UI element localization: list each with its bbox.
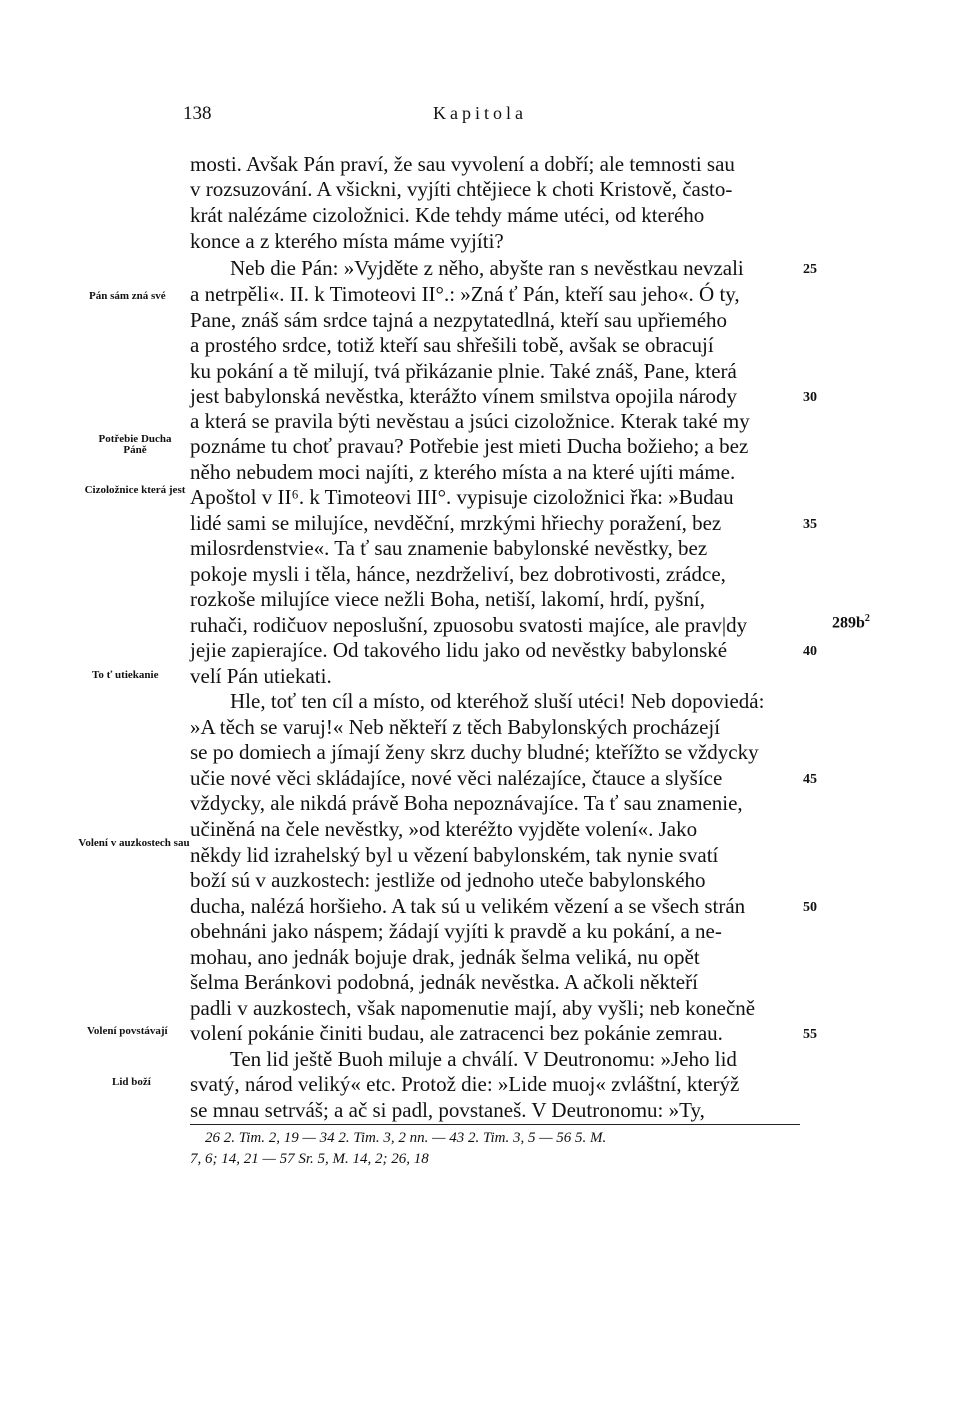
text-line: v rozsuzování. A všickni, vyjíti chtějiece k choti Kristově, často- bbox=[190, 177, 733, 201]
folio-reference-sup: 2 bbox=[864, 613, 870, 624]
page-number: 138 bbox=[183, 103, 212, 124]
text-line: se po domiech a jímají ženy skrz duchy bludné; kteřížto se vždycky bbox=[190, 740, 759, 764]
footnote-line: 26 2. Tim. 2, 19 — 34 2. Tim. 3, 2 nn. — 43 2. Tim. 3, 5 — 56 5. M. bbox=[205, 1130, 607, 1146]
text-line: »A těch se varuj!« Neb někteří z těch Babylonských procházejí bbox=[190, 715, 721, 739]
text-line: se mnau setrváš; a ač si padl, povstaneš. V Deutronomu: »Ty, bbox=[190, 1098, 705, 1122]
margin-note: Cizoložnice která jest bbox=[84, 484, 186, 496]
margin-note: Potřebie Ducha Páně bbox=[98, 433, 172, 456]
margin-note: Pán sám zná své bbox=[89, 290, 166, 302]
text-line: Hle, toť ten cíl a místo, od kteréhož sluší utéci! Neb dopoviedá: bbox=[230, 689, 765, 713]
text-line: obehnáni jako náspem; žádají vyjíti k pravdě a ku pokání, a ne- bbox=[190, 919, 722, 943]
line-number: 50 bbox=[803, 900, 817, 915]
text-line: mohau, ano jednák bojuje drak, jednák šelma veliká, nu opět bbox=[190, 945, 700, 969]
line-number: 35 bbox=[803, 517, 817, 532]
text-line: učie nové věci skládajíce, nové věci nalézajíce, čtauce a slyšíce bbox=[190, 766, 723, 790]
running-title: Kapitola bbox=[433, 103, 527, 123]
text-line: učiněná na čele nevěstky, »od kteréžto vyjděte volení«. Jako bbox=[190, 817, 698, 841]
text-line: ducha, nalézá horšieho. A tak sú u velikém vězení a se všech strán bbox=[190, 894, 746, 918]
text-line: jejie zapierajíce. Od takového lidu jako od nevěstky babylonské bbox=[190, 638, 728, 662]
text-line: konce a z kterého místa máme vyjíti? bbox=[190, 229, 504, 253]
text-line: Ten lid ještě Buoh miluje a chválí. V Deutronomu: »Jeho lid bbox=[230, 1047, 737, 1071]
folio-reference bbox=[832, 613, 870, 632]
text-line: ruhači, rodičuov neposlušní, zpuosobu svatosti majíce, ale prav|dy bbox=[190, 613, 748, 637]
text-line: rozkoše milujíce viece nežli Boha, netiší, lakomí, hrdí, pyšní, bbox=[190, 587, 705, 611]
text-line: Apoštol v II⁶. k Timoteovi III°. vypisuje cizoložnici řka: »Budau bbox=[190, 485, 734, 509]
text-line: Pane, znáš sám srdce tajná a nezpytatedlná, kteří sau upřiemého bbox=[190, 308, 728, 332]
text-line: mosti. Avšak Pán praví, že sau vyvolení a dobří; ale temnosti sau bbox=[190, 152, 735, 176]
text-line: padli v auzkostech, však napomenutie mají, aby vyšli; neb konečně bbox=[190, 996, 756, 1020]
text-line: pokoje mysli i těla, hánce, nezdrželiví, bez dobrotivosti, zrádce, bbox=[190, 562, 726, 586]
footnote-divider bbox=[190, 1124, 800, 1125]
line-number: 45 bbox=[803, 772, 817, 787]
text-line: lidé sami se milujíce, nevděční, mrzkými hřiechy poražení, bez bbox=[190, 511, 722, 535]
margin-note: Volení v auzkostech sau bbox=[78, 837, 190, 849]
footnote-line: 7, 6; 14, 21 — 57 Sr. 5, M. 14, 2; 26, 18 bbox=[190, 1151, 429, 1167]
text-line: krát nalézáme cizoložnici. Kde tehdy máme utéci, od kterého bbox=[190, 203, 705, 227]
line-number: 40 bbox=[803, 644, 817, 659]
text-line: a netrpěli«. II. k Timoteovi II°.: »Zná ť Pán, kteří sau jeho«. Ó ty, bbox=[190, 282, 740, 306]
text-line: a prostého srdce, totiž kteří sau shřešili tobě, avšak se obracují bbox=[190, 333, 714, 357]
text-line: milosrdenstvie«. Ta ť sau znamenie babylonské nevěstky, bez bbox=[190, 536, 708, 560]
margin-note: Lid boží bbox=[112, 1076, 151, 1088]
text-line: někdy lid izrahelský byl u vězení babylonském, tak nynie svatí bbox=[190, 843, 719, 867]
text-line: šelma Beránkovi podobná, jednák nevěstka. A ačkoli někteří bbox=[190, 970, 698, 994]
folio-reference-main: 289b bbox=[832, 614, 865, 632]
text-line: ku pokání a tě milují, tvá přikázanie plnie. Také znáš, Pane, která bbox=[190, 359, 737, 383]
margin-note: To ť utiekanie bbox=[92, 669, 159, 681]
text-line: jest babylonská nevěstka, kterážto vínem smilstva opojila národy bbox=[190, 384, 738, 408]
text-line: velí Pán utiekati. bbox=[190, 664, 332, 688]
text-line: svatý, národ veliký« etc. Protož die: »Lide muoj« zvláštní, kterýž bbox=[190, 1072, 740, 1096]
text-line: poznáme tu choť pravau? Potřebie jest mieti Ducha božieho; a bez bbox=[190, 434, 749, 458]
line-number: 25 bbox=[803, 262, 817, 277]
text-line: něho nebudem moci najíti, z kterého místa a na které ujíti máme. bbox=[190, 460, 736, 484]
line-number: 55 bbox=[803, 1027, 817, 1042]
margin-note: Volení povstávají bbox=[87, 1025, 168, 1037]
line-number: 30 bbox=[803, 390, 817, 405]
text-line: volení pokánie činiti budau, ale zatracenci bez pokánie zemrau. bbox=[190, 1021, 723, 1045]
text-line: vždycky, ale nikdá právě Boha nepoznávajíce. Ta ť sau znamenie, bbox=[190, 791, 743, 815]
text-line: a která se pravila býti nevěstau a jsúci cizoložnice. Kterak také my bbox=[190, 409, 750, 433]
text-line: Neb die Pán: »Vyjděte z něho, abyšte ran s nevěstkau nevzali bbox=[230, 256, 744, 280]
text-line: boží sú v auzkostech: jestliže od jednoho uteče babylonského bbox=[190, 868, 706, 892]
